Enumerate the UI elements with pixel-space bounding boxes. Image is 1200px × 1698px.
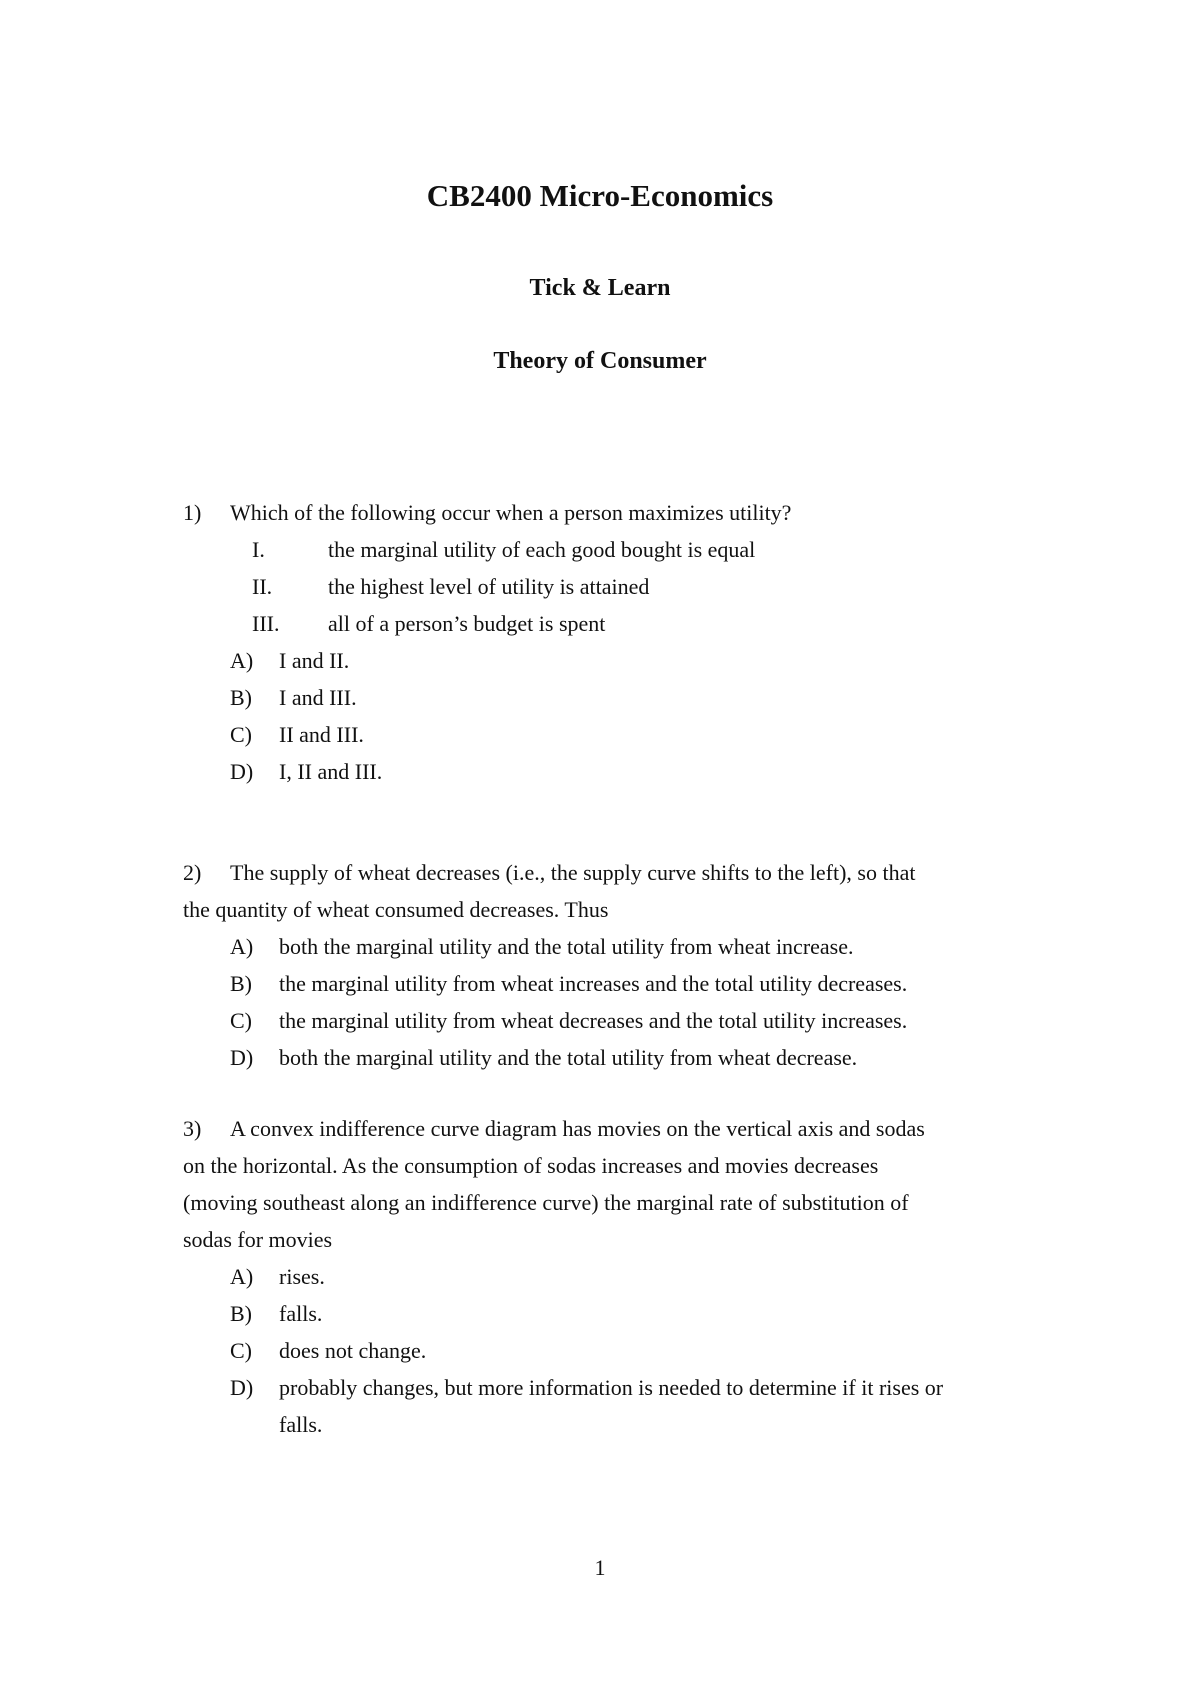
statement-roman: I.: [252, 537, 265, 562]
option-letter: B): [230, 971, 252, 996]
series-title: Tick & Learn: [529, 275, 671, 301]
option-letter: D): [230, 759, 254, 784]
question-stem: (moving southeast along an indifference curve) the marginal rate of substitution of: [183, 1190, 909, 1215]
option-text: II and III.: [279, 722, 364, 747]
option-letter: C): [230, 1008, 252, 1033]
option-text: both the marginal utility and the total utility from wheat increase.: [279, 934, 854, 959]
option-text: rises.: [279, 1264, 325, 1289]
question-number: 2): [183, 860, 202, 885]
option-letter: B): [230, 1301, 252, 1326]
option-text: probably changes, but more information is needed to determine if it rises or: [279, 1375, 944, 1400]
option-letter: A): [230, 934, 254, 959]
question-stem: A convex indifference curve diagram has movies on the vertical axis and sodas: [230, 1116, 925, 1141]
option-text: the marginal utility from wheat increases and the total utility decreases.: [279, 971, 908, 996]
question-stem: the quantity of wheat consumed decreases. Thus: [183, 897, 609, 922]
statement-text: the highest level of utility is attained: [328, 574, 650, 599]
option-letter: C): [230, 1338, 252, 1363]
option-letter: B): [230, 685, 252, 710]
option-text: falls.: [279, 1301, 323, 1326]
option-text: the marginal utility from wheat decreases and the total utility increases.: [279, 1008, 908, 1033]
statement-roman: II.: [252, 574, 273, 599]
option-text-continuation: falls.: [279, 1412, 323, 1437]
page-number: 1: [594, 1555, 606, 1580]
option-letter: D): [230, 1375, 254, 1400]
statement-text: the marginal utility of each good bought is equal: [328, 537, 756, 562]
option-text: both the marginal utility and the total utility from wheat decrease.: [279, 1045, 858, 1070]
option-text: I and III.: [279, 685, 357, 710]
statement-roman: III.: [252, 611, 280, 636]
option-letter: D): [230, 1045, 254, 1070]
topic-title: Theory of Consumer: [493, 348, 707, 374]
option-text: does not change.: [279, 1338, 427, 1363]
option-letter: C): [230, 722, 252, 747]
question-stem: Which of the following occur when a person maximizes utility?: [230, 500, 792, 525]
course-title: CB2400 Micro-Economics: [426, 178, 774, 213]
option-text: I and II.: [279, 648, 350, 673]
question-number: 3): [183, 1116, 202, 1141]
question-stem: on the horizontal. As the consumption of sodas increases and movies decreases: [183, 1153, 879, 1178]
statement-text: all of a person’s budget is spent: [328, 611, 606, 636]
option-text: I, II and III.: [279, 759, 383, 784]
question-stem: sodas for movies: [183, 1227, 333, 1252]
question-stem: The supply of wheat decreases (i.e., the supply curve shifts to the left), so that: [230, 860, 916, 885]
question-number: 1): [183, 500, 202, 525]
option-letter: A): [230, 648, 254, 673]
option-letter: A): [230, 1264, 254, 1289]
